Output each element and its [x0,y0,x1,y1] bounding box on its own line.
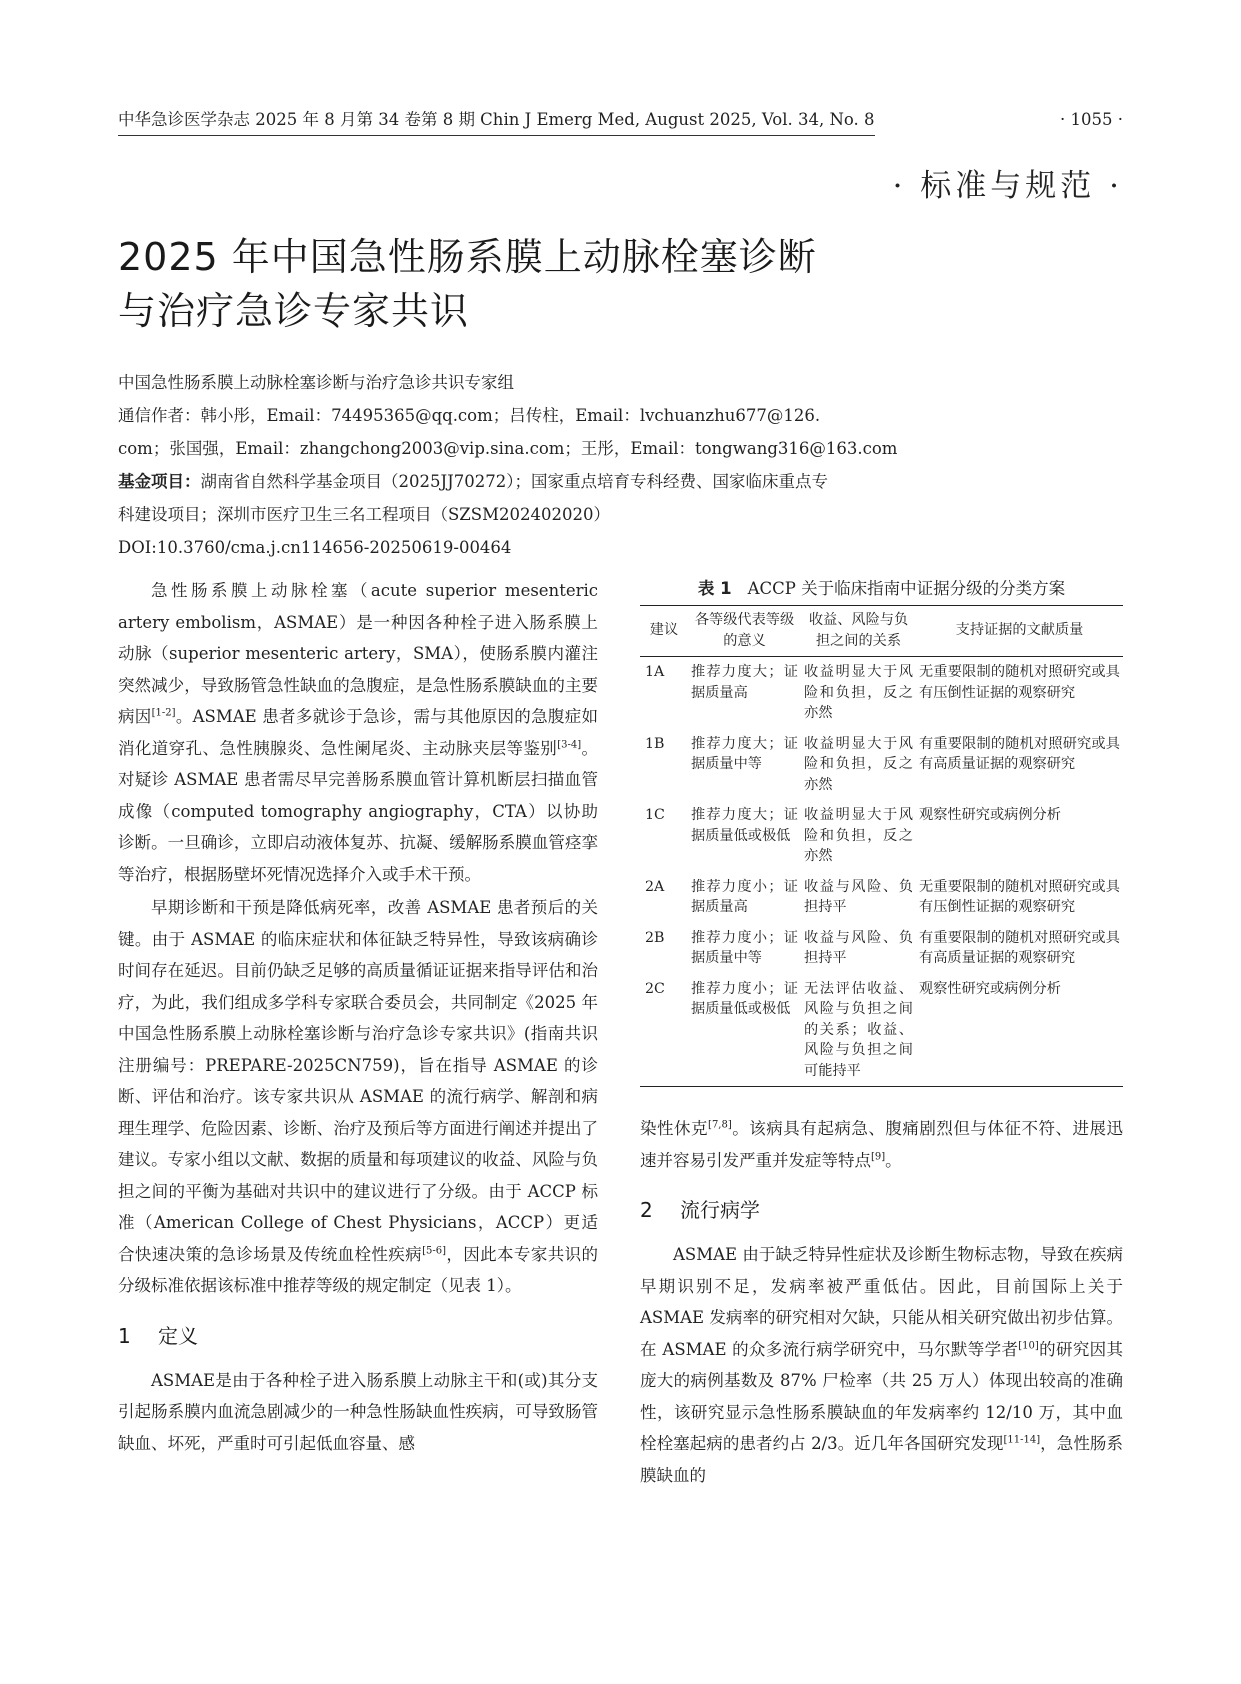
funding-text-1: 湖南省自然科学基金项目（2025JJ70272）；国家重点培育专科经费、国家临床重点专 [200,472,828,491]
citation-ref: [5-6] [422,1245,446,1256]
table-row [640,800,1123,872]
section-tag: · 标准与规范 · [892,168,1123,204]
paragraph-rationale [118,892,598,1302]
table-row [640,974,1123,1087]
paragraph-text: 早期诊断和干预是降低病死率，改善 ASMAE 患者预后的关键。由于 ASMAE 的临床症状和体征缺乏特异性，导致该病确诊时间存在延迟。目前仍缺乏足够的高质量循证证据来指导评估和治疗，为此，我们组成多学科专家联合委员会，共同制定《2025 年中国急性肠系膜上动脉栓塞诊断与治疗急诊专家共识》(指南共识注册编号：PREPARE-2025CN759)，旨在指导 ASMAE 的诊断、评估和治疗。该专家共识从 ASMAE 的流行病学、解剖和病理生理学、危险因素、诊断、治疗及预后等方面进行阐述并提出了建议。专家小组以文献、数据的质量和每项建议的收益、风险与负担之间的平衡为基础对共识中的建议进行了分级。由于 ACCP 标准（American College of Chest Physicians，ACCP）更适合快速决策的急诊场景及传统血栓性疾病 [118,898,598,1264]
paragraph-intro [118,575,598,890]
table-caption [640,575,1123,603]
paragraph-text: 的研究因其庞大的病例基数及 87% 尸检率（共 25 万人）体现出较高的准确性，该研究显示急性肠系膜缺血的年发病率约 12/10 万，其中血栓栓塞起病的患者约占 2/3。近几年各国研究发现 [640,1339,1123,1453]
citation-ref: [10] [1018,1340,1039,1351]
table-cell: 有重要限制的随机对照研究或具有高质量证据的观察研究 [919,929,1120,966]
funding-line-2: 科建设项目；深圳市医疗卫生三名工程项目（SZSM202402020） [118,505,610,524]
right-column [640,575,1123,1491]
column-header: 支持证据的文献质量 [916,606,1123,657]
table-cell: 推荐力度大；证据质量高 [691,664,798,701]
table-cell: 有重要限制的随机对照研究或具有高质量证据的观察研究 [919,735,1120,772]
paragraph-text: 。ASMAE 患者多就诊于急诊，需与其他原因的急腹症如消化道穿孔、急性胰腺炎、急性阑尾炎、主动脉夹层等鉴别 [118,707,598,758]
table-title: ACCP 关于临床指南中证据分级的分类方案 [747,579,1066,598]
table-cell: 推荐力度大；证据质量中等 [691,735,798,772]
table-cell: 2A [645,878,665,895]
table-number: 表 1 [697,579,732,598]
article-title [118,230,1018,338]
paragraph-text: 染性休克 [640,1119,709,1138]
table-cell: 推荐力度小；证据质量低或极低 [691,980,798,1017]
section-heading-definition [118,1322,598,1350]
paragraph-definition: ASMAE是由于各种栓子进入肠系膜上动脉主干和(或)其分支引起肠系膜内血流急剧减少的一种急性肠缺血性疾病，可导致肠管缺血、坏死，严重时可引起低血容量、感 [118,1370,598,1453]
page-number: · 1055 · [1060,110,1123,129]
front-matter [118,366,918,564]
citation-ref: [1-2] [151,707,176,719]
table-row [640,729,1123,801]
table-cell: 2C [645,980,665,997]
table-row [640,872,1123,923]
left-column [118,575,598,1459]
evidence-grading-table [640,605,1123,1087]
paragraph-text: ，因此本专家共识的分级标准依据该标准中推荐等级的规定制定（见表 1）。 [118,1244,599,1295]
paragraph-text: 。该病具有起病急、腹痛剧烈但与体征不符、进展迅速并容易引发严重并发症等特点 [640,1119,1124,1170]
section-title: 定义 [158,1323,198,1348]
table-row [640,923,1123,974]
section-heading-epidemiology [640,1196,1123,1224]
table-cell: 收益明显大于风险和负担，反之亦然 [804,735,913,793]
column-header: 建议 [640,606,688,657]
funding-line-1 [118,465,918,498]
author-group: 中国急性肠系膜上动脉栓塞诊断与治疗急诊共识专家组 [118,373,514,392]
paragraph-text: 急性肠系膜上动脉栓塞（acute superior mesenteric artery embolism，ASMAE）是一种因各种栓子进入肠系膜上动脉（superior mesenteric artery，SMA），使肠系膜内灌注突然减少，导致肠管急性缺血的急腹症，是急性肠系膜缺血的主要病因 [118,581,598,726]
title-line-1: 2025 年中国急性肠系膜上动脉栓塞诊断 [118,235,817,279]
table-cell: 收益与风险、负担持平 [804,929,913,966]
table-cell: 观察性研究或病例分析 [919,807,1061,823]
citation-ref: [11-14] [1003,1434,1041,1446]
column-header: 各等级代表等级的意义 [688,606,801,657]
table-cell: 收益与风险、负担持平 [804,878,913,915]
correspondence-line-1: 通信作者：韩小彤，Email：74495365@qq.com；吕传柱，Email：lvchuanzhu677@126. [118,406,821,425]
paragraph-definition-continued [640,1113,1123,1176]
section-title: 流行病学 [680,1198,760,1222]
correspondence-line-2: com；张国强，Email：zhangchong2003@vip.sina.com；王彤，Email：tongwang316@163.com [118,439,898,458]
table-cell: 无重要限制的随机对照研究或具有压倒性证据的观察研究 [919,664,1120,701]
citation-ref: [3-4] [557,739,582,750]
journal-citation: 中华急诊医学杂志 2025 年 8 月第 34 卷第 8 期 Chin J Emerg Med, August 2025, Vol. 34, No. 8 [118,110,875,129]
table-cell: 无法评估收益、风险与负担之间的关系；收益、风险与负担之间可能持平 [804,980,913,1079]
paragraph-text: 。对疑诊 ASMAE 患者需尽早完善肠系膜血管计算机断层扫描血管成像（computed tomography angiography，CTA）以协助诊断。一旦确诊，立即启动液体复苏、抗凝、缓解肠系膜血管痉挛等治疗，根据肠壁坏死情况选择介入或手术干预。 [118,738,599,884]
section-number: 2 [640,1198,653,1222]
table-cell: 1B [645,735,665,752]
paragraph-text: ，急性肠系膜缺血的 [640,1434,1123,1485]
column-header: 收益、风险与负担之间的关系 [801,606,916,657]
paragraph-text: ASMAE 由于缺乏特异性症状及诊断生物标志物，导致在疾病早期识别不足，发病率被严重低估。因此，目前国际上关于 ASMAE 发病率的研究相对欠缺，只能从相关研究做出初步估算。在 ASMAE 的众多流行病学研究中，马尔默等学者 [640,1245,1123,1359]
table-cell: 无重要限制的随机对照研究或具有压倒性证据的观察研究 [919,878,1120,915]
title-line-2: 与治疗急诊专家共识 [118,289,470,333]
doi: DOI:10.3760/cma.j.cn114656-20250619-00464 [118,538,512,557]
table-cell: 2B [645,929,665,946]
table-cell: 推荐力度大；证据质量低或极低 [691,807,798,844]
citation-ref: [7,8] [708,1119,732,1131]
table-header-row [640,606,1123,657]
paragraph-text: 。 [885,1150,902,1170]
table-cell: 收益明显大于风险和负担，反之亦然 [804,664,913,721]
table-row [640,657,1123,729]
header-rule [118,135,875,136]
funding-label: 基金项目： [118,472,201,491]
table-cell: 1C [645,807,665,823]
table-cell: 收益明显大于风险和负担，反之亦然 [804,807,913,864]
citation-ref: [9] [871,1151,886,1162]
table-cell: 1A [645,664,665,680]
section-number: 1 [118,1323,131,1348]
table-cell: 观察性研究或病例分析 [919,980,1061,997]
table-cell: 推荐力度小；证据质量高 [691,878,798,915]
table-cell: 推荐力度小；证据质量中等 [691,929,798,966]
paragraph-epidemiology [640,1239,1123,1491]
